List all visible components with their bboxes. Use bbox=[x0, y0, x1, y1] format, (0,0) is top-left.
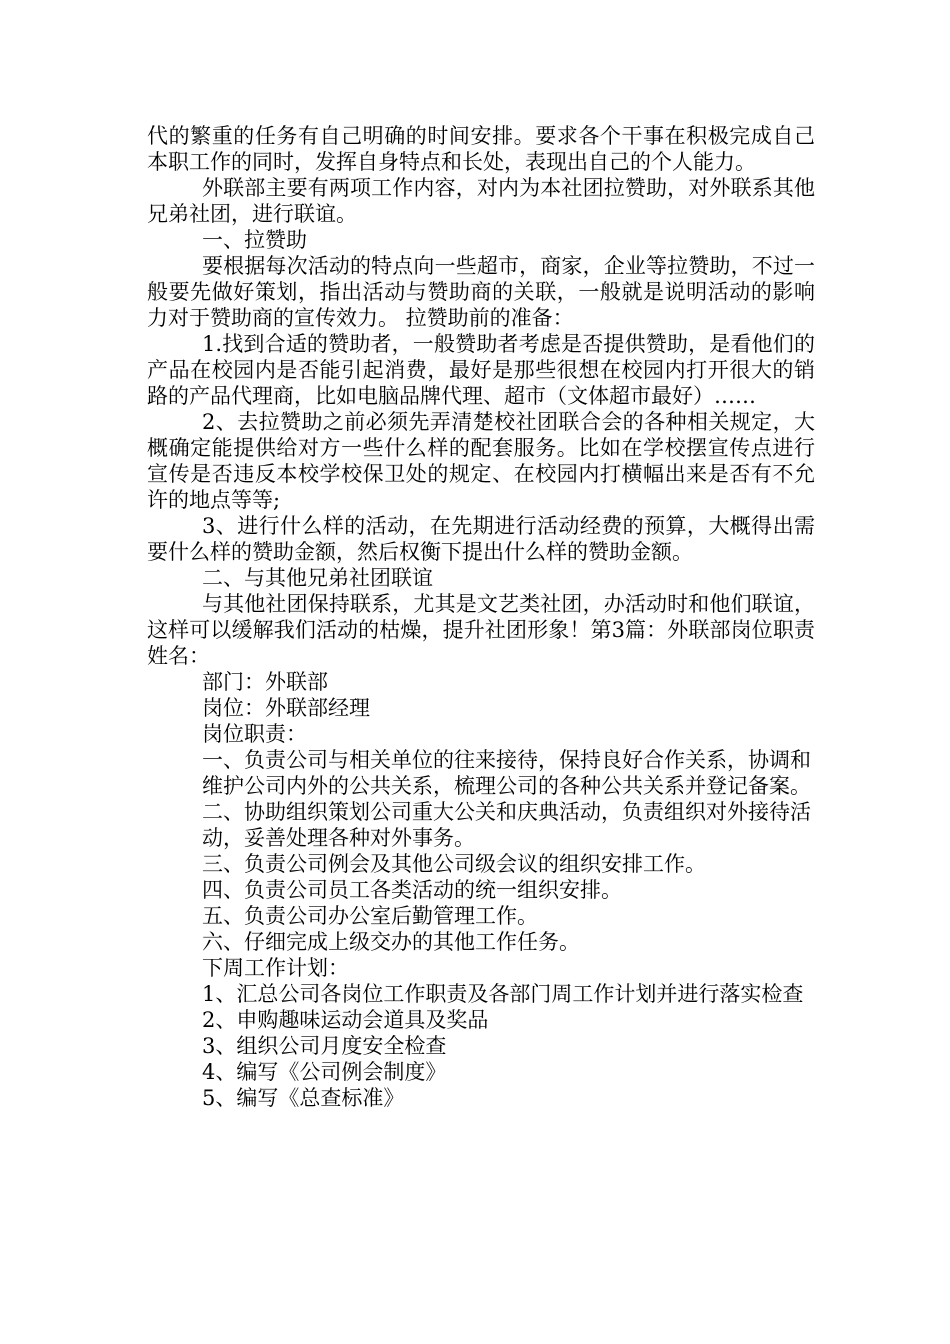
plan-item: 2、申购趣味运动会道具及奖品 bbox=[202, 1008, 489, 1032]
duty-item: 四、负责公司员工各类活动的统一组织安排。 bbox=[202, 878, 622, 902]
duty-item: 六、仔细完成上级交办的其他工作任务。 bbox=[202, 930, 580, 954]
plan-item: 4、编写《公司例会制度》 bbox=[202, 1060, 447, 1084]
paragraph: 代的繁重的任务有自己明确的时间安排。要求各个干事在积极完成自己本职工作的同时，发挥自身特点和长处，表现出自己的个人能力。 bbox=[147, 124, 815, 174]
duty-item: 二、协助组织策划公司重大公关和庆典活动，负责组织对外接待活 bbox=[202, 800, 811, 824]
list-item: 2、去拉赞助之前必须先弄清楚校社团联合会的各种相关规定，大概确定能提供给对方一些什么样的配套服务。比如在学校摆宣传点进行宣传是否违反本校学校保卫处的规定、在校园内打横幅出来是否有不允许的地点等等; bbox=[147, 410, 815, 512]
list-item: 1.找到合适的赞助者，一般赞助者考虑是否提供赞助，是看他们的产品在校园内是否能引起消费，最好是那些很想在校园内打开很大的销路的产品代理商，比如电脑品牌代理、超市（文体超市最好）…… bbox=[147, 332, 815, 408]
list-item: 3、进行什么样的活动，在先期进行活动经费的预算，大概得出需要什么样的赞助金额，然后权衡下提出什么样的赞助金额。 bbox=[147, 514, 815, 564]
field-line: 岗位：外联部经理 bbox=[202, 696, 370, 720]
duty-item: 一、负责公司与相关单位的往来接待，保持良好合作关系，协调和 bbox=[202, 748, 811, 772]
plan-item: 5、编写《总查标准》 bbox=[202, 1086, 405, 1110]
duty-item: 动，妥善处理各种对外事务。 bbox=[202, 826, 475, 850]
section-heading: 下周工作计划： bbox=[202, 956, 349, 980]
field-line: 部门：外联部 bbox=[202, 670, 328, 694]
paragraph: 与其他社团保持联系，尤其是文艺类社团，办活动时和他们联谊，这样可以缓解我们活动的枯燥，提升社团形象！第3篇：外联部岗位职责姓名： bbox=[147, 592, 815, 668]
plan-item: 1、汇总公司各岗位工作职责及各部门周工作计划并进行落实检查 bbox=[202, 982, 804, 1006]
duty-item: 五、负责公司办公室后勤管理工作。 bbox=[202, 904, 538, 928]
duty-item: 维护公司内外的公共关系，梳理公司的各种公共关系并登记备案。 bbox=[202, 774, 811, 798]
duty-item: 三、负责公司例会及其他公司级会议的组织安排工作。 bbox=[202, 852, 706, 876]
section-heading: 二、与其他兄弟社团联谊 bbox=[202, 566, 433, 590]
field-line: 岗位职责： bbox=[202, 722, 307, 746]
section-heading: 一、拉赞助 bbox=[202, 228, 307, 252]
paragraph: 外联部主要有两项工作内容，对内为本社团拉赞助，对外联系其他兄弟社团，进行联谊。 bbox=[147, 176, 815, 226]
plan-item: 3、组织公司月度安全检查 bbox=[202, 1034, 447, 1058]
document-body bbox=[147, 123, 815, 1111]
paragraph: 要根据每次活动的特点向一些超市，商家，企业等拉赞助，不过一般要先做好策划，指出活动与赞助商的关联，一般就是说明活动的影响力对于赞助商的宣传效力。 拉赞助前的准备： bbox=[147, 254, 815, 330]
